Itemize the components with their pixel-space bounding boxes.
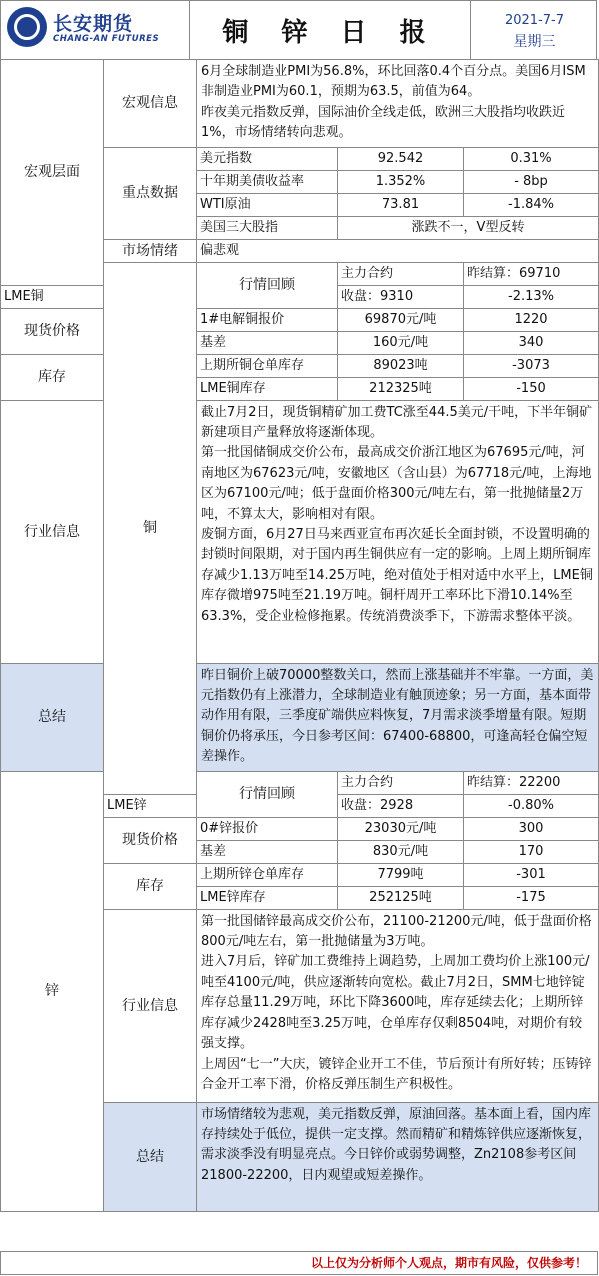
zinc-summary-text: 市场情绪较为悲观，美元指数反弹，原油回落。基本面上看，国内库存持续处于低位，提供一定支撑。然而精矿和精炼锌供应逐渐恢复，需求淡季没有明显亮点。今日锌价或弱势调整，Zn2108参考区间21800-22200，日内观望或短差操作。 [197, 1102, 599, 1211]
report-date: 2021-7-7 [504, 13, 564, 28]
key-value: 92.542 [338, 147, 464, 170]
industry-para: 进入7月后，锌矿加工费维持上调趋势，上周加工费均价上涨100元/吨至4100元/吨，供应逐渐转向宽松。截止7月2日，SMM七地锌锭库存总量11.29万吨，环比下降3600吨，库存延续去化；上期所锌库存减少2428吨至3.25万吨，仓单库存仅剩8504吨，对期价有较强支撑。 [201, 954, 590, 1052]
row-change: 170 [464, 840, 599, 863]
key-value: 73.81 [338, 193, 464, 216]
row-name: 主力合约 [338, 771, 464, 794]
zinc-industry-text [197, 909, 599, 1102]
report-weekday: 星期三 [513, 34, 556, 50]
key-change: -1.84% [464, 193, 599, 216]
row-name: 上期所铜仓单库存 [197, 354, 338, 377]
row-name: 基差 [197, 331, 338, 354]
row-value: 昨结算：22200 [464, 771, 599, 794]
report-header [0, 0, 597, 59]
row-value: 收盘：9310 [338, 285, 464, 308]
copper-industry-text [197, 400, 599, 663]
copper-review-label: 行情回顾 [197, 262, 338, 308]
row-change: -2.13% [464, 285, 599, 308]
macro-info-text [197, 60, 599, 148]
row-value: 830元/吨 [338, 840, 464, 863]
sentiment-label: 市场情绪 [104, 239, 197, 262]
row-value: 160元/吨 [338, 331, 464, 354]
copper-industry-label: 行业信息 [1, 400, 104, 663]
row-change: -301 [464, 863, 599, 886]
key-change: 0.31% [464, 147, 599, 170]
copper-stock-label: 库存 [1, 354, 104, 400]
section-zinc: 锌 [1, 771, 104, 1211]
key-name: 美元指数 [197, 147, 338, 170]
risk-disclaimer: 以上仅为分析师个人观点，期市有风险，仅供参考！ [0, 1251, 598, 1275]
row-change: -0.80% [464, 794, 599, 817]
copper-summary-label: 总结 [1, 663, 104, 771]
macro-info-para: 昨夜美元指数反弹，国际油价全线走低，欧洲三大股指均收跌近1%，市场情绪转向悲观。 [201, 104, 566, 141]
macro-key-label: 重点数据 [104, 147, 197, 239]
row-value: 252125吨 [338, 886, 464, 909]
row-name: 1#电解铜报价 [197, 308, 338, 331]
industry-para: 第一批国储铜成交价公布，最高成交价浙江地区为67695元/吨，河南地区为67623元/吨，安徽地区（含山县）为67718元/吨，上海地区为67100元/吨；低于盘面价格300元/吨左右，第一批抛储量2万吨，不算太大，影响相对有限。 [201, 445, 592, 522]
row-change: -175 [464, 886, 599, 909]
macro-info-para: 6月全球制造业PMI为56.8%，环比回落0.4个百分点。美国6月ISM非制造业PMI为60.1，预期为63.5，前值为64。 [201, 64, 586, 100]
row-name: LME铜库存 [197, 377, 338, 400]
key-value: 涨跌不一，V型反转 [338, 216, 599, 239]
key-name: 十年期美债收益率 [197, 170, 338, 193]
row-value: 收盘：2928 [338, 794, 464, 817]
key-name: 美国三大股指 [197, 216, 338, 239]
zinc-summary-label: 总结 [104, 1102, 197, 1211]
row-change: -3073 [464, 354, 599, 377]
row-name: LME铜 [1, 285, 104, 308]
zinc-industry-label: 行业信息 [104, 909, 197, 1102]
row-change: 340 [464, 331, 599, 354]
row-change: 300 [464, 817, 599, 840]
row-name: 基差 [197, 840, 338, 863]
zinc-review-label: 行情回顾 [197, 771, 338, 817]
sentiment-value: 偏悲观 [197, 239, 599, 262]
row-value: 7799吨 [338, 863, 464, 886]
zinc-stock-label: 库存 [104, 863, 197, 909]
report-table [0, 59, 599, 1212]
section-copper: 铜 [104, 262, 197, 794]
copper-spot-label: 现货价格 [1, 308, 104, 354]
row-value: 69870元/吨 [338, 308, 464, 331]
industry-para: 废铜方面，6月27日马来西亚宣布再次延长全面封锁，不设置明确的封锁时间限期，对于国内再生铜供应有一定的影响。上周上期所铜库存减少1.13万吨至14.25万吨，绝对值处于相对适中水平上，LME铜库存微增975吨至21.19万吨。铜杆周开工率环比下滑10.14%至63.3%，受企业检修拖累。传统消费淡季下，下游需求整体平淡。 [201, 527, 593, 624]
logo-icon [7, 7, 47, 47]
row-name: 上期所锌仓单库存 [197, 863, 338, 886]
row-change: -150 [464, 377, 599, 400]
logo-english: CHANG-AN FUTURES [53, 34, 160, 44]
row-value: 89023吨 [338, 354, 464, 377]
row-change: 1220 [464, 308, 599, 331]
copper-summary-text: 昨日铜价上破70000整数关口，然而上涨基础并不牢靠。一方面，美元指数仍有上涨潜力，全球制造业有触顶迹象；另一方面，基本面带动作用有限，三季度矿端供应料恢复，7月需求淡季增量有限。短期铜价仍将承压，今日参考区间：67400-68800，可逢高轻仓偏空短差操作。 [197, 663, 599, 771]
industry-para: 第一批国储锌最高成交价公布，21100-21200元/吨，低于盘面价格800元/吨左右，第一批抛储量为3万吨。 [201, 913, 592, 950]
macro-info-label: 宏观信息 [104, 60, 197, 148]
row-name: LME锌库存 [197, 886, 338, 909]
key-value: 1.352% [338, 170, 464, 193]
row-value: 23030元/吨 [338, 817, 464, 840]
industry-para: 上周因“七一”大庆，镀锌企业开工不佳，节后预计有所好转；压铸锌合金开工率下滑，价格反弹压制生产积极性。 [201, 1056, 592, 1092]
report-title: 铜 锌 日 报 [189, 1, 471, 60]
logo-chinese: 长安期货 [53, 13, 134, 35]
row-value: 昨结算：69710 [464, 262, 599, 285]
key-name: WTI原油 [197, 193, 338, 216]
row-value: 212325吨 [338, 377, 464, 400]
row-name: 主力合约 [338, 262, 464, 285]
section-macro: 宏观层面 [1, 60, 104, 286]
industry-para: 截止7月2日，现货铜精矿加工费TC涨至44.5美元/干吨，下半年铜矿新建项目产量释放将逐渐体现。 [201, 404, 593, 441]
row-name: LME锌 [104, 794, 197, 817]
row-name: 0#锌报价 [197, 817, 338, 840]
zinc-spot-label: 现货价格 [104, 817, 197, 863]
key-change: - 8bp [464, 170, 599, 193]
